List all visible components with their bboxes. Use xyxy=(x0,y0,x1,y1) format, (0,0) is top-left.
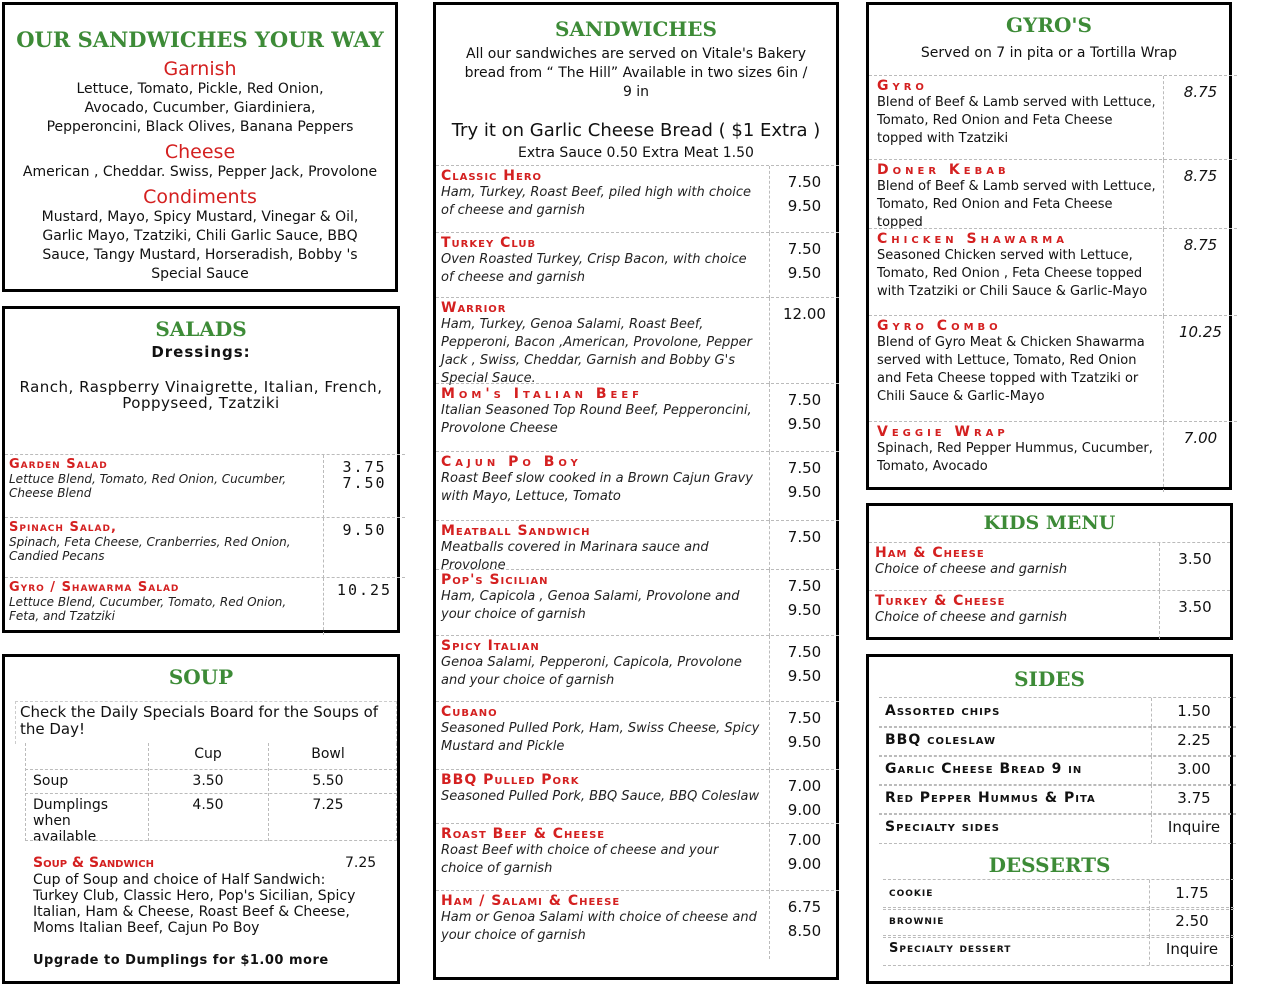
dessert-price: Inquire xyxy=(1149,936,1234,965)
sandwich-price-9in: 9.50 xyxy=(787,197,822,215)
sandwich-price-6in: 7.50 xyxy=(787,709,822,727)
list-item xyxy=(436,451,839,521)
sandwich-price-9in: 9.50 xyxy=(787,483,822,501)
sandwich-price-6in: 7.50 xyxy=(787,577,822,595)
gyros-box xyxy=(866,2,1232,490)
soup-intro: Check the Daily Specials Board for the Soups of the Day! xyxy=(15,701,397,744)
kids-item-price: 3.50 xyxy=(1159,591,1230,639)
sandwich-price-9in: 9.50 xyxy=(787,415,822,433)
soup-col-cup: Cup xyxy=(194,746,222,762)
garnish-title: Garnish xyxy=(163,58,237,80)
salad-desc: Lettuce Blend, Cucumber, Tomato, Red Onion, Feta, and Tzatziki xyxy=(9,595,287,623)
gyros-intro: Served on 7 in pita or a Tortilla Wrap xyxy=(920,45,1178,61)
dessert-row xyxy=(883,879,1234,910)
dressings-text: Ranch, Raspberry Vinaigrette, Italian, French, Poppyseed, Tzatziki xyxy=(19,378,383,412)
soup-combo-price: 7.25 xyxy=(345,855,377,871)
sandwich-price-6in: 7.00 xyxy=(787,831,822,849)
soup-title: SOUP xyxy=(168,665,234,689)
kids-box xyxy=(866,503,1233,640)
sandwich-name: Turkey Club xyxy=(441,235,537,251)
gyros-title: GYRO'S xyxy=(1006,13,1092,37)
sandwiches-intro: All our sandwiches are served on Vitale's Bakery bread from “ The Hill” Available in two sizes 6in / 9 in xyxy=(464,46,808,100)
sandwich-price-9in: 9.00 xyxy=(787,855,822,873)
sandwich-price-6in: 7.50 xyxy=(787,173,822,191)
dessert-price: 1.75 xyxy=(1149,880,1234,909)
soup-table xyxy=(15,701,397,845)
gyro-desc: Blend of Beef & Lamb served with Lettuce, Tomato, Red Onion and Feta Cheese topped xyxy=(877,179,1156,230)
list-item xyxy=(869,590,1230,639)
sandwich-name: Roast Beef & Cheese xyxy=(441,826,606,842)
salad-desc: Spinach, Feta Cheese, Cranberries, Red Onion, Candied Pecans xyxy=(9,535,291,563)
dressings-label: Dressings: xyxy=(151,343,251,361)
sandwich-desc: Roast Beef with choice of cheese and your choice of garnish xyxy=(441,843,719,876)
sandwich-name: Pop's Sicilian xyxy=(441,572,549,588)
side-price: 3.00 xyxy=(1151,756,1236,785)
sandwich-price-6in: 7.50 xyxy=(787,528,822,546)
sides-box xyxy=(866,654,1233,984)
condiments-text: Mustard, Mayo, Spicy Mustard, Vinegar & Oil, Garlic Mayo, Tzatziki, Chili Garlic Sauce, BBQ Sauce, Tangy Mustard, Horseradish, Bobby 's Special Sauce xyxy=(41,209,359,282)
kids-item-desc: Choice of cheese and garnish xyxy=(875,562,1068,577)
sandwich-list xyxy=(436,165,839,967)
dessert-name: brownie xyxy=(889,913,945,928)
extras-note: Extra Sauce 0.50 Extra Meat 1.50 xyxy=(518,145,754,161)
list-item xyxy=(436,232,839,298)
your-way-box xyxy=(2,2,398,292)
sandwich-price-9in: 9.50 xyxy=(787,733,822,751)
salad-name: Gyro / Shawarma Salad xyxy=(9,580,180,595)
sandwich-price-9in: 9.50 xyxy=(787,667,822,685)
list-item xyxy=(869,75,1237,160)
sandwich-price-6in: 7.00 xyxy=(787,777,822,795)
kids-item-desc: Choice of cheese and garnish xyxy=(875,610,1068,625)
sandwich-price-6in: 7.50 xyxy=(787,459,822,477)
side-name: Garlic Cheese Bread 9 in xyxy=(885,761,1083,777)
soup-upgrade: Upgrade to Dumplings for $1.00 more xyxy=(33,953,329,968)
list-item xyxy=(5,517,405,578)
sandwich-price-9in: 9.50 xyxy=(787,264,822,282)
cheese-title: Cheese xyxy=(164,141,236,163)
soup-row-cup: 3.50 xyxy=(192,773,224,789)
side-row xyxy=(879,784,1236,815)
sandwich-name: Ham / Salami & Cheese xyxy=(441,893,621,909)
sandwich-desc: Italian Seasoned Top Round Beef, Pepperoncini, Provolone Cheese xyxy=(441,403,752,436)
list-item xyxy=(5,454,405,518)
list-item xyxy=(436,769,839,824)
gyro-price: 8.75 xyxy=(1183,83,1218,101)
sandwich-name: Cubano xyxy=(441,704,498,720)
sandwich-desc: Ham, Capicola , Genoa Salami, Provolone and your choice of garnish xyxy=(441,589,740,622)
sandwich-name: Spicy Italian xyxy=(441,638,540,654)
gyro-name: Gyro Combo xyxy=(877,318,1002,334)
kids-title: KIDS MENU xyxy=(983,512,1116,534)
side-row xyxy=(879,697,1236,728)
sandwich-price-9in: 8.50 xyxy=(787,922,822,940)
sandwich-price-6in: 6.75 xyxy=(787,898,822,916)
gyro-price: 8.75 xyxy=(1183,236,1218,254)
dessert-price: 2.50 xyxy=(1149,908,1234,937)
gyro-price: 10.25 xyxy=(1179,323,1222,341)
dessert-name: cookie xyxy=(889,885,934,900)
salads-box xyxy=(2,306,400,633)
kids-item-name: Ham & Cheese xyxy=(875,545,985,561)
list-item xyxy=(869,228,1237,316)
list-item xyxy=(436,165,839,233)
dessert-row xyxy=(883,935,1234,966)
list-item xyxy=(436,635,839,702)
gyro-price: 7.00 xyxy=(1183,429,1218,447)
gyro-desc: Spinach, Red Pepper Hummus, Cucumber, Tomato, Avocado xyxy=(877,441,1153,474)
sandwiches-box xyxy=(433,2,839,980)
list-item xyxy=(869,421,1237,492)
side-row xyxy=(879,755,1236,786)
salad-name: Spinach Salad, xyxy=(9,520,117,535)
gyro-desc: Seasoned Chicken served with Lettuce, Tomato, Red Onion , Feta Cheese topped with Tzatziki or Chili Sauce & Garlic-Mayo xyxy=(877,248,1148,299)
soup-combo-desc: Cup of Soup and choice of Half Sandwich: Turkey Club, Classic Hero, Pop's Sicilian, Spicy Italian, Ham & Cheese, Roast Beef & Cheese, Moms Italian Beef, Cajun Po Boy xyxy=(33,872,356,936)
sandwich-name: BBQ Pulled Pork xyxy=(441,772,580,788)
side-name: Assorted chips xyxy=(885,703,1001,719)
list-item xyxy=(436,297,839,384)
sandwich-price-6in: 7.50 xyxy=(787,643,822,661)
side-name: Specialty sides xyxy=(885,819,1000,835)
sides-title: SIDES xyxy=(1014,667,1085,691)
sandwich-desc: Seasoned Pulled Pork, BBQ Sauce, BBQ Coleslaw xyxy=(441,789,760,804)
soup-col-bowl: Bowl xyxy=(311,746,345,762)
sandwich-desc: Meatballs covered in Marinara sauce and Provolone xyxy=(441,540,709,573)
salad-price-small: 3.75 xyxy=(342,458,387,476)
garlic-bread-note: Try it on Garlic Cheese Bread ( $1 Extra ) xyxy=(451,120,821,141)
soup-row-cup: 4.50 xyxy=(192,797,224,813)
side-price: 3.75 xyxy=(1151,785,1236,814)
sandwich-desc: Ham or Genoa Salami with choice of cheese and your choice of garnish xyxy=(441,910,757,943)
salad-price: 9.50 xyxy=(342,521,387,539)
sandwich-desc: Genoa Salami, Pepperoni, Capicola, Provolone and your choice of garnish xyxy=(441,655,742,688)
soup-row-bowl: 5.50 xyxy=(312,773,344,789)
salad-desc: Lettuce Blend, Tomato, Red Onion, Cucumber, Cheese Blend xyxy=(9,472,287,500)
sandwich-name: Classic Hero xyxy=(441,168,543,184)
side-name: Red Pepper Hummus & Pita xyxy=(885,790,1096,806)
gyro-name: Doner Kebab xyxy=(877,162,1010,178)
salad-price: 10.25 xyxy=(336,581,393,599)
list-item xyxy=(869,159,1237,229)
side-row xyxy=(879,726,1236,757)
soup-row-name: Dumplings when available xyxy=(33,797,109,845)
sandwich-name: Meatball Sandwich xyxy=(441,523,591,539)
gyro-desc: Blend of Gyro Meat & Chicken Shawarma served with Lettuce, Tomato, Red Onion and Feta Cheese topped with Tzatziki or Chili Sauce & Garlic-Mayo xyxy=(877,335,1145,404)
soup-box xyxy=(2,654,400,984)
side-name: BBQ coleslaw xyxy=(885,732,997,748)
gyro-price: 8.75 xyxy=(1183,167,1218,185)
dessert-name: Specialty dessert xyxy=(889,941,1012,956)
sandwich-desc: Seasoned Pulled Pork, Ham, Swiss Cheese, Spicy Mustard and Pickle xyxy=(441,721,760,754)
sandwich-desc: Roast Beef slow cooked in a Brown Cajun Gravy with Mayo, Lettuce, Tomato xyxy=(441,471,753,504)
salad-name: Garden Salad xyxy=(9,457,108,472)
gyro-name: Chicken Shawarma xyxy=(877,231,1068,247)
kids-item-price: 3.50 xyxy=(1159,543,1230,591)
sandwich-name: Warrior xyxy=(441,300,507,316)
gyro-desc: Blend of Beef & Lamb served with Lettuce, Tomato, Red Onion and Feta Cheese topped with Tzatziki xyxy=(877,95,1156,146)
sandwich-desc: Ham, Turkey, Roast Beef, piled high with choice of cheese and garnish xyxy=(441,185,751,218)
your-way-title: OUR SANDWICHES YOUR WAY xyxy=(16,27,384,52)
list-item xyxy=(436,569,839,636)
desserts-title: DESSERTS xyxy=(988,853,1111,877)
sandwich-name: Cajun Po Boy xyxy=(441,454,582,470)
list-item xyxy=(436,520,839,573)
cheese-text: American , Cheddar. Swiss, Pepper Jack, Provolone xyxy=(22,164,378,180)
list-item xyxy=(436,823,839,891)
sandwich-price-6in: 7.50 xyxy=(787,391,822,409)
sandwiches-title: SANDWICHES xyxy=(555,17,717,41)
sandwich-price-9in: 9.00 xyxy=(787,801,822,819)
list-item xyxy=(869,542,1230,591)
list-item xyxy=(436,383,839,452)
soup-row-name: Soup xyxy=(33,773,69,789)
sandwich-price-9in: 9.50 xyxy=(787,601,822,619)
list-item xyxy=(436,701,839,770)
soup-combo-name: Soup & Sandwich xyxy=(33,855,154,871)
sandwich-name: Mom's Italian Beef xyxy=(441,386,643,402)
salad-list xyxy=(5,454,405,634)
gyro-name: Veggie Wrap xyxy=(877,424,1009,440)
sandwich-price-6in: 7.50 xyxy=(787,240,822,258)
side-price: 1.50 xyxy=(1151,698,1236,727)
dessert-row xyxy=(883,907,1234,938)
list-item xyxy=(869,315,1237,422)
gyro-list xyxy=(869,75,1237,487)
side-row xyxy=(879,813,1236,844)
list-item xyxy=(5,577,405,635)
garnish-text: Lettuce, Tomato, Pickle, Red Onion, Avocado, Cucumber, Giardiniera, Pepperoncini, Black Olives, Banana Peppers xyxy=(46,81,354,135)
list-item xyxy=(436,890,839,959)
kids-item-name: Turkey & Cheese xyxy=(875,593,1006,609)
sandwich-price-6in: 12.00 xyxy=(783,305,826,323)
gyro-name: Gyro xyxy=(877,78,928,94)
sandwich-desc: Ham, Turkey, Genoa Salami, Roast Beef, Pepperoni, Bacon ,American, Provolone, Pepper Jack , Swiss, Cheddar, Garnish and Bobby G's Special Sauce. xyxy=(441,317,752,386)
side-price: Inquire xyxy=(1151,814,1236,843)
salad-price-large: 7.50 xyxy=(342,474,387,492)
condiments-title: Condiments xyxy=(143,186,257,208)
sandwich-desc: Oven Roasted Turkey, Crisp Bacon, with choice of cheese and garnish xyxy=(441,252,747,285)
kids-list xyxy=(869,542,1230,637)
salads-title: SALADS xyxy=(155,317,247,341)
soup-row-bowl: 7.25 xyxy=(312,797,344,813)
side-price: 2.25 xyxy=(1151,727,1236,756)
